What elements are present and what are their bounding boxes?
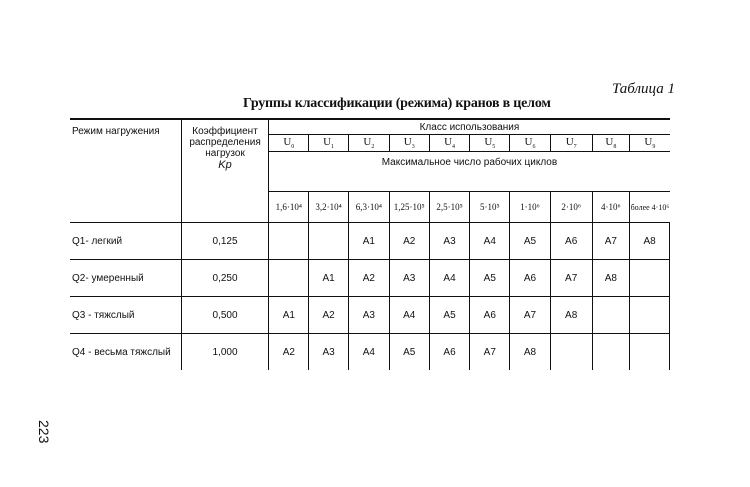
usage-class-2: $U_2$ (349, 135, 390, 152)
table-title: Группы классификации (режима) кранов в целом (243, 96, 551, 111)
max-cycles-3: 1,25·10⁵ (389, 192, 429, 223)
group-cell: A5 (510, 223, 551, 260)
max-cycles-4: 2,5·10⁵ (429, 192, 470, 223)
group-cell: A3 (349, 297, 390, 334)
load-mode-cell: Q3 - тяжслый (70, 297, 181, 334)
usage-class-3: $U_3$ (389, 135, 429, 152)
group-cell (592, 334, 630, 371)
group-cell: A1 (269, 297, 309, 334)
usage-class-8: $U_8$ (592, 135, 630, 152)
group-cell: A7 (470, 334, 510, 371)
group-cell: A2 (269, 334, 309, 371)
group-cell: A3 (309, 334, 349, 371)
group-cell: A4 (429, 260, 470, 297)
group-cell: A8 (630, 223, 670, 260)
group-cell: A1 (349, 223, 390, 260)
kp-cell: 0,250 (181, 260, 269, 297)
max-cycles-9: более 4·10⁶ (630, 192, 670, 223)
usage-class-5: $U_5$ (470, 135, 510, 152)
header-max-cycles: Максимальное число рабочих циклов (269, 152, 670, 192)
max-cycles-5: 5·10⁵ (470, 192, 510, 223)
table-row (70, 260, 670, 297)
table-row (70, 334, 670, 371)
coef-line-3: нагрузок (205, 148, 245, 159)
group-cell (269, 260, 309, 297)
group-cell: A3 (429, 223, 470, 260)
load-mode-cell: Q1- легкий (70, 223, 181, 260)
kp-cell: 1,000 (181, 334, 269, 371)
group-cell (309, 223, 349, 260)
group-cell (630, 334, 670, 371)
header-usage-class: Класс использования (269, 119, 670, 135)
max-cycles-0: 1,6·10⁴ (269, 192, 309, 223)
group-cell: A7 (510, 297, 551, 334)
max-cycles-6: 1·10⁶ (510, 192, 551, 223)
max-cycles-8: 4·10⁶ (592, 192, 630, 223)
group-cell (550, 334, 592, 371)
group-cell: A6 (470, 297, 510, 334)
max-cycles-1: 3,2·10⁴ (309, 192, 349, 223)
group-cell: A5 (470, 260, 510, 297)
coef-line-kp: Kp (218, 159, 232, 171)
load-mode-cell: Q4 - весьма тяжслый (70, 334, 181, 371)
group-cell: A6 (429, 334, 470, 371)
page-number: 223 (36, 420, 52, 444)
classification-table (70, 118, 670, 370)
kp-cell: 0,500 (181, 297, 269, 334)
table-caption: Таблица 1 (612, 81, 675, 97)
group-cell: A3 (389, 260, 429, 297)
coef-line-1: Коэффициент (192, 126, 258, 137)
kp-cell: 0,125 (181, 223, 269, 260)
group-cell: A7 (592, 223, 630, 260)
group-cell: A2 (309, 297, 349, 334)
load-mode-cell: Q2- умеренный (70, 260, 181, 297)
usage-class-1: $U_1$ (309, 135, 349, 152)
max-cycles-2: 6,3·10⁴ (349, 192, 390, 223)
group-cell: A8 (592, 260, 630, 297)
group-cell: A4 (349, 334, 390, 371)
group-cell: A4 (389, 297, 429, 334)
header-load-mode: Режим нагружения (70, 119, 181, 223)
usage-class-7: $U_7$ (550, 135, 592, 152)
group-cell: A2 (349, 260, 390, 297)
group-cell: A5 (389, 334, 429, 371)
usage-class-0: $U_0$ (269, 135, 309, 152)
group-cell: A4 (470, 223, 510, 260)
usage-class-9: $U_9$ (630, 135, 670, 152)
group-cell (592, 297, 630, 334)
usage-class-4: $U_4$ (429, 135, 470, 152)
coef-line-2: распределения (189, 137, 261, 148)
max-cycles-7: 2·10⁶ (550, 192, 592, 223)
group-cell: A1 (309, 260, 349, 297)
group-cell: A8 (510, 334, 551, 371)
group-cell: A2 (389, 223, 429, 260)
group-cell: A5 (429, 297, 470, 334)
group-cell: A6 (550, 223, 592, 260)
header-coefficient (181, 119, 269, 223)
group-cell: A7 (550, 260, 592, 297)
usage-class-6: $U_6$ (510, 135, 551, 152)
group-cell (269, 223, 309, 260)
table-row (70, 297, 670, 334)
group-cell (630, 260, 670, 297)
group-cell: A6 (510, 260, 551, 297)
group-cell (630, 297, 670, 334)
table-row (70, 223, 670, 260)
group-cell: A8 (550, 297, 592, 334)
